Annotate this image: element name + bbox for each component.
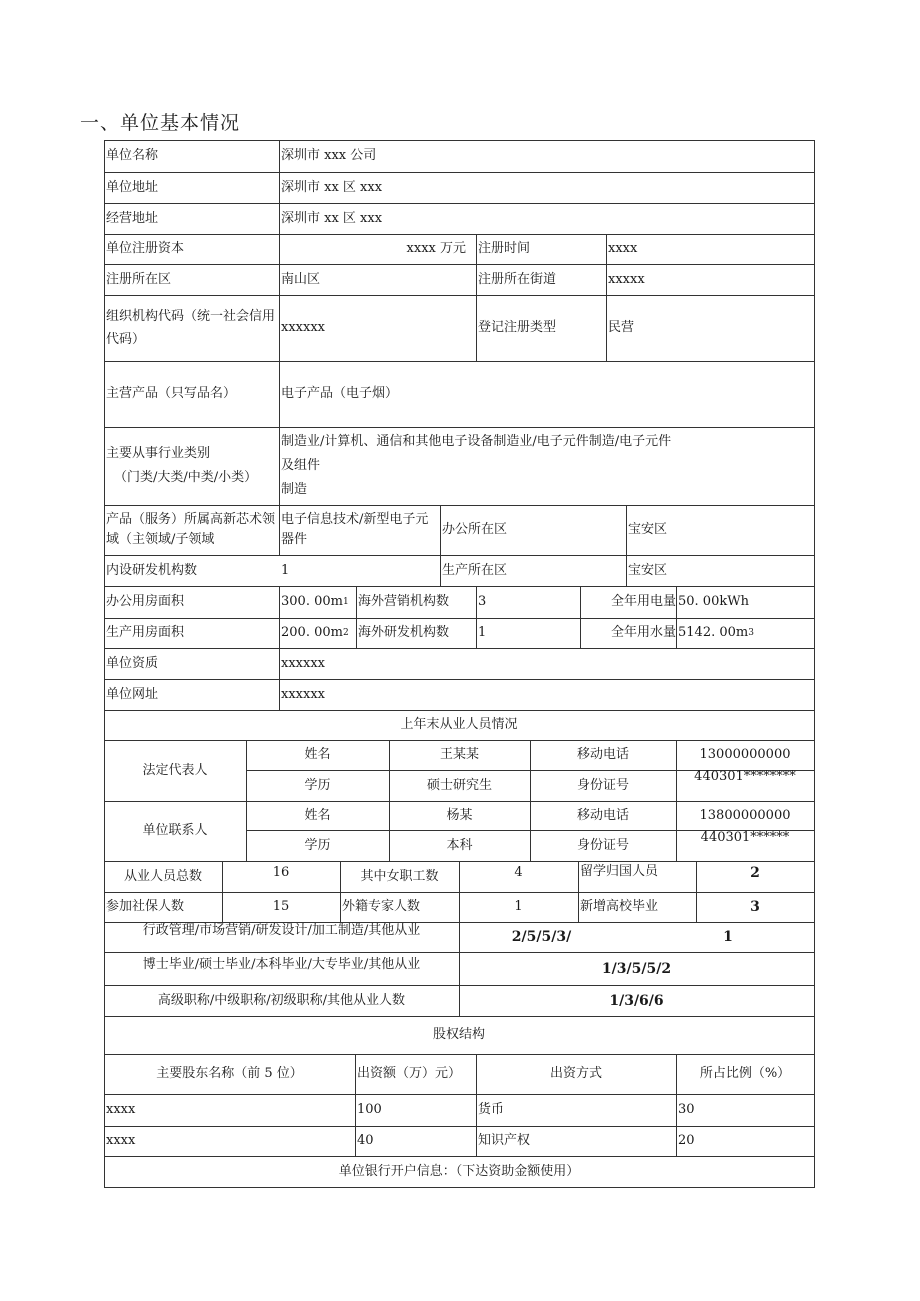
registration-type-label: 登记注册类型	[478, 320, 557, 335]
contact-edu-label: 学历	[304, 837, 331, 853]
overseas-rd-value: 1	[478, 625, 487, 640]
total-staff-label: 从业人员总数	[123, 868, 202, 884]
qualification-label: 单位资质	[106, 655, 159, 671]
company-info-form	[104, 140, 815, 1188]
shareholder-amount: 40	[357, 1133, 374, 1148]
rd-count-value: 1	[281, 562, 290, 578]
office-district-label: 办公所在区	[442, 522, 508, 537]
water-value: 5142. 00m 3	[678, 625, 754, 640]
office-area-label: 办公用房面积	[106, 594, 185, 609]
foreign-experts-value: 1	[514, 899, 523, 914]
production-district-label: 生产所在区	[442, 562, 508, 578]
contact-edu-value: 本科	[446, 837, 473, 853]
registered-capital-value: xxxx 万元	[406, 241, 466, 256]
equity-header-shareholder: 主要股东名称（前 5 位）	[156, 1066, 303, 1081]
electricity-label: 全年用电量	[610, 594, 676, 609]
title-level-value: 1/3/6/6	[609, 992, 664, 1009]
department-breakdown-label: 行政管理/市场营销/研发设计/加工制造/其他从业	[142, 923, 421, 938]
industry-value-line-1: 制造业/计算机、通信和其他电子设备制造业/电子元件制造/电子元件	[281, 434, 672, 449]
returnee-label: 留学归国人员	[580, 864, 659, 879]
website-label: 单位网址	[106, 686, 159, 702]
registered-street-label: 注册所在街道	[478, 271, 557, 287]
shareholder-ratio: 20	[678, 1133, 695, 1148]
registration-time-label: 注册时间	[478, 241, 531, 256]
staff-section-title: 上年末从业人员情况	[400, 717, 518, 732]
industry-value-line-2: 及组件	[281, 458, 321, 473]
main-product-label: 主营产品（只写品名）	[106, 386, 237, 401]
female-staff-value: 4	[514, 865, 523, 880]
legal-rep-label: 法定代表人	[142, 762, 208, 778]
contact-id-value: 440301******	[700, 830, 790, 845]
department-breakdown-value: 2/5/5/3/	[511, 929, 572, 945]
legal-rep-mobile-value: 13000000000	[699, 747, 791, 762]
foreign-experts-label: 外籍专家人数	[342, 899, 421, 914]
equity-header-ratio: 所占比例（%）	[699, 1066, 791, 1081]
rd-count-label: 内设研发机构数	[106, 562, 198, 578]
company-name-value: 深圳市 xxx 公司	[281, 148, 377, 163]
office-area-value: 300. 00m 1	[281, 594, 349, 609]
contact-name-value: 杨某	[446, 807, 473, 823]
industry-label-line-1: 主要从事行业类别	[106, 446, 211, 461]
legal-rep-mobile-label: 移动电话	[576, 747, 629, 762]
shareholder-name: xxxx	[106, 1133, 136, 1148]
title-level-label: 高级职称/中级职称/初级职称/其他从业人数	[157, 992, 406, 1008]
shareholder-method: 知识产权	[478, 1133, 531, 1148]
org-code-label: 组织机构代码（统一社会信用代码）	[106, 309, 276, 347]
contact-id-label: 身份证号	[576, 837, 629, 853]
org-code-value: xxxxxx	[281, 320, 325, 335]
contact-name-label: 姓名	[304, 807, 331, 823]
company-address-value: 深圳市 xx 区 xxx	[281, 179, 383, 195]
main-product-value: 电子产品（电子烟）	[281, 386, 399, 401]
production-area-label: 生产用房面积	[106, 625, 185, 640]
legal-rep-id-label: 身份证号	[576, 777, 629, 793]
equity-header-amount: 出资额（万）元）	[357, 1066, 462, 1081]
company-address-label: 单位地址	[106, 179, 159, 195]
shareholder-method: 货币	[478, 1102, 505, 1117]
contact-person-label: 单位联系人	[142, 823, 208, 838]
legal-rep-id-value: 440301********	[694, 769, 796, 784]
insured-staff-label: 参加社保人数	[106, 899, 185, 914]
registered-street-value: xxxxx	[608, 271, 645, 287]
shareholder-name: xxxx	[106, 1102, 136, 1117]
department-breakdown-other: 1	[723, 929, 733, 945]
registered-district-label: 注册所在区	[106, 271, 172, 287]
shareholder-ratio: 30	[678, 1102, 695, 1117]
degree-breakdown-label: 博士毕业/硕士毕业/本科毕业/大专毕业/其他从业	[142, 957, 421, 972]
overseas-marketing-value: 3	[478, 594, 487, 609]
degree-breakdown-value: 1/3/5/5/2	[601, 960, 672, 977]
registration-type-value: 民营	[608, 320, 635, 335]
production-area-value: 200. 00m 2	[281, 625, 349, 640]
returnee-value: 2	[750, 865, 760, 881]
hitech-field-label: 产品（服务）所属高新芯术领域（主领域/子领域	[106, 512, 276, 547]
registration-time-value: xxxx	[608, 241, 638, 256]
new-graduates-label: 新增高校毕业	[580, 899, 659, 914]
production-district-value: 宝安区	[628, 562, 668, 578]
insured-staff-value: 15	[272, 899, 290, 914]
overseas-marketing-label: 海外营销机构数	[358, 594, 450, 609]
website-value: xxxxxx	[281, 686, 325, 702]
contact-mobile-label: 移动电话	[576, 807, 629, 823]
contact-mobile-value: 13800000000	[699, 807, 791, 823]
legal-rep-edu-label: 学历	[304, 777, 331, 793]
equity-section-title: 股权结构	[432, 1027, 485, 1042]
equity-header-method: 出资方式	[549, 1066, 602, 1081]
legal-rep-name-value: 王某某	[439, 747, 479, 762]
water-label: 全年用水量	[610, 625, 676, 640]
qualification-value: xxxxxx	[281, 655, 325, 671]
bank-info-label: 单位银行开户信息：（下达资助金额使用）	[338, 1163, 580, 1179]
shareholder-amount: 100	[357, 1102, 382, 1117]
office-district-value: 宝安区	[628, 522, 668, 537]
new-graduates-value: 3	[750, 899, 760, 915]
business-address-label: 经营地址	[106, 210, 159, 226]
total-staff-value: 16	[272, 865, 290, 880]
registered-district-value: 南山区	[281, 271, 321, 287]
section-title: 一、单位基本情况	[80, 112, 241, 134]
industry-value	[279, 427, 814, 505]
company-name-label: 单位名称	[106, 148, 159, 163]
electricity-value: 50. 00kWh	[678, 594, 749, 609]
industry-value-line-3: 制造	[281, 482, 308, 497]
female-staff-label: 其中女职工数	[360, 868, 439, 884]
hitech-field-value: 电子信息技术/新型电子元器件	[281, 512, 429, 547]
industry-label	[104, 427, 279, 505]
industry-label-line-2: （门类/大类/中类/小类）	[114, 470, 258, 485]
legal-rep-edu-value: 硕士研究生	[426, 777, 492, 793]
overseas-rd-label: 海外研发机构数	[358, 625, 450, 640]
business-address-value: 深圳市 xx 区 xxx	[281, 210, 383, 226]
legal-rep-name-label: 姓名	[304, 747, 331, 762]
registered-capital-label: 单位注册资本	[106, 241, 185, 256]
